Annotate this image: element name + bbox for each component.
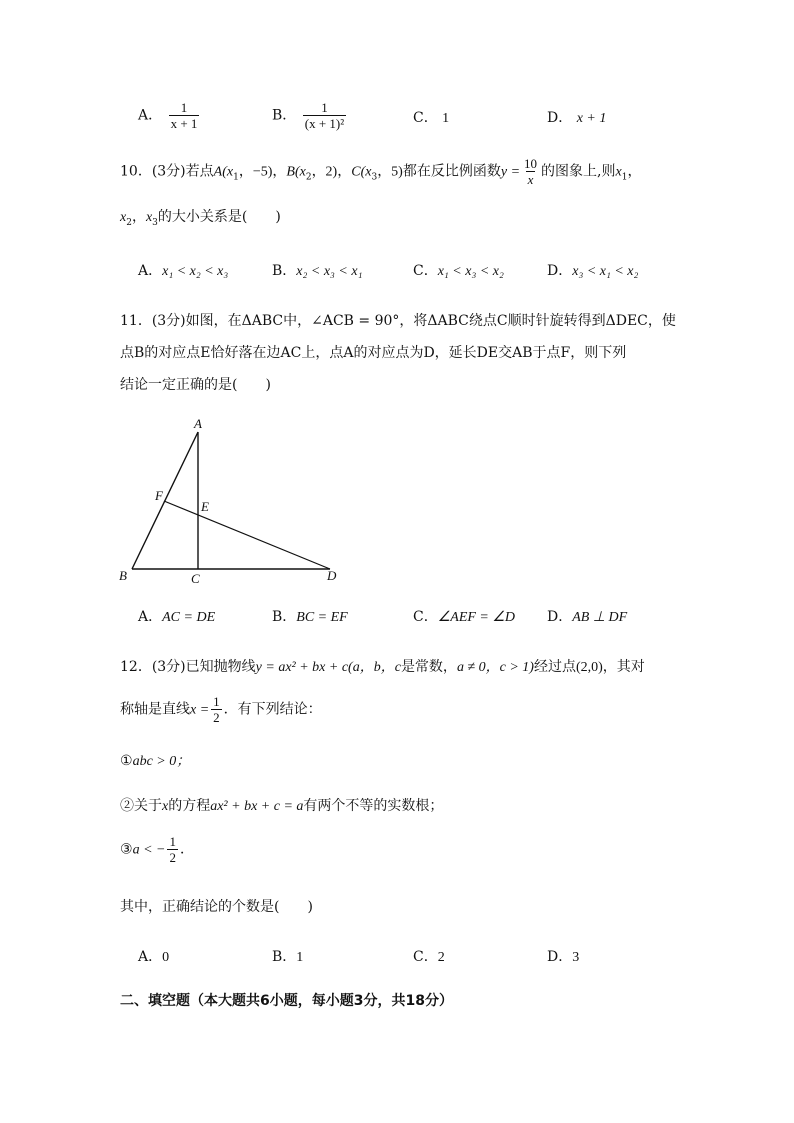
q10-option-b: B．x₂ < x₃ < x₁ (272, 263, 363, 279)
q12-question: 其中，正确结论的个数是( ) (120, 899, 313, 915)
q10-option-c: C．x₁ < x₃ < x₂ (413, 263, 504, 279)
q11-stem-line3: 结论一定正确的是( ) (120, 377, 271, 393)
q10-stem-line2: $x_2$，$x_3$的大小关系是( ) (120, 209, 281, 228)
fraction: $\frac{1}{2}$ (213, 694, 220, 725)
q12-stem-line1: 12．(3分)已知抛物线y = ax² + bx + c(a，b，c是常数，a ≠ 0，c > 1)经过点(2,0)，其对 (120, 659, 645, 675)
option-text: x + 1 (576, 111, 607, 126)
q12-stem-line2: 称轴是直线x = $\frac{1}{2}$ ．有下列结论： (120, 694, 322, 725)
q12-option-b: B．1 (272, 949, 304, 965)
q12-conclusion-2: ②关于x的方程ax² + bx + c = a有两个不等的实数根； (120, 798, 444, 814)
label-c: C (191, 571, 200, 586)
fraction: $\frac{10}{x}$ (524, 156, 538, 187)
label-f: F (155, 488, 163, 503)
q9-option-c (413, 107, 449, 127)
option-label: A． (138, 107, 163, 124)
option-label: C． (413, 110, 438, 126)
q10-option-a: A．x₁ < x₂ < x₃ (138, 263, 229, 279)
fraction: $\frac{1}{2}$ (169, 834, 176, 865)
q12-option-c: C．2 (413, 949, 445, 965)
segment-ab (132, 432, 198, 569)
q10-stem-line1: 10．(3分)若点$A(x_1$，−5)，$B(x_2$，2)，$C(x_3$，5)都在反比例函数y = $\frac{10}{x}$ 的图象上,则$x_1$， (120, 156, 642, 187)
q10-option-d: D．x₃ < x₁ < x₂ (547, 263, 639, 279)
label-a: A (194, 416, 202, 431)
option-text: 1 (442, 111, 450, 126)
label-b: B (119, 568, 127, 583)
q11-stem-line2: 点B的对应点E恰好落在边AC上，点A的对应点为D，延长DE交AB于点F，则下列 (120, 345, 627, 361)
section-heading: 二、填空题（本大题共6小题，每小题3分，共18分） (120, 993, 453, 1009)
option-label: D． (547, 110, 573, 126)
q11-option-d: D．AB ⊥ DF (547, 609, 628, 625)
q12-conclusion-3: ③a < − $\frac{1}{2}$ ． (120, 834, 194, 865)
q12-conclusion-1: ①abc > 0； (120, 753, 191, 769)
segment-df (164, 501, 330, 569)
q12-option-d: D．3 (547, 949, 580, 965)
q11-option-b: B．BC = EF (272, 609, 348, 625)
label-d: D (327, 568, 337, 583)
q11-stem-line1: 11．(3分)如图，在ΔABC中，∠ACB = 90°，将ΔABC绕点C顺时针旋转得到ΔDEC，使 (120, 313, 676, 329)
q11-option-c: C．∠AEF = ∠D (413, 609, 516, 625)
q11-triangle-figure (110, 412, 350, 592)
q9-option-a (138, 100, 201, 131)
fraction: $\frac{1}{\text{(x + 1)²}}$ (304, 100, 345, 131)
fraction: $\frac{1}{x + 1}$ (170, 100, 198, 131)
option-label: B． (272, 107, 297, 124)
label-e: E (201, 499, 209, 514)
q9-option-b (272, 100, 348, 131)
q11-option-a: A．AC = DE (138, 609, 216, 625)
q9-option-d (547, 107, 606, 127)
q12-option-a: A．0 (138, 949, 170, 965)
